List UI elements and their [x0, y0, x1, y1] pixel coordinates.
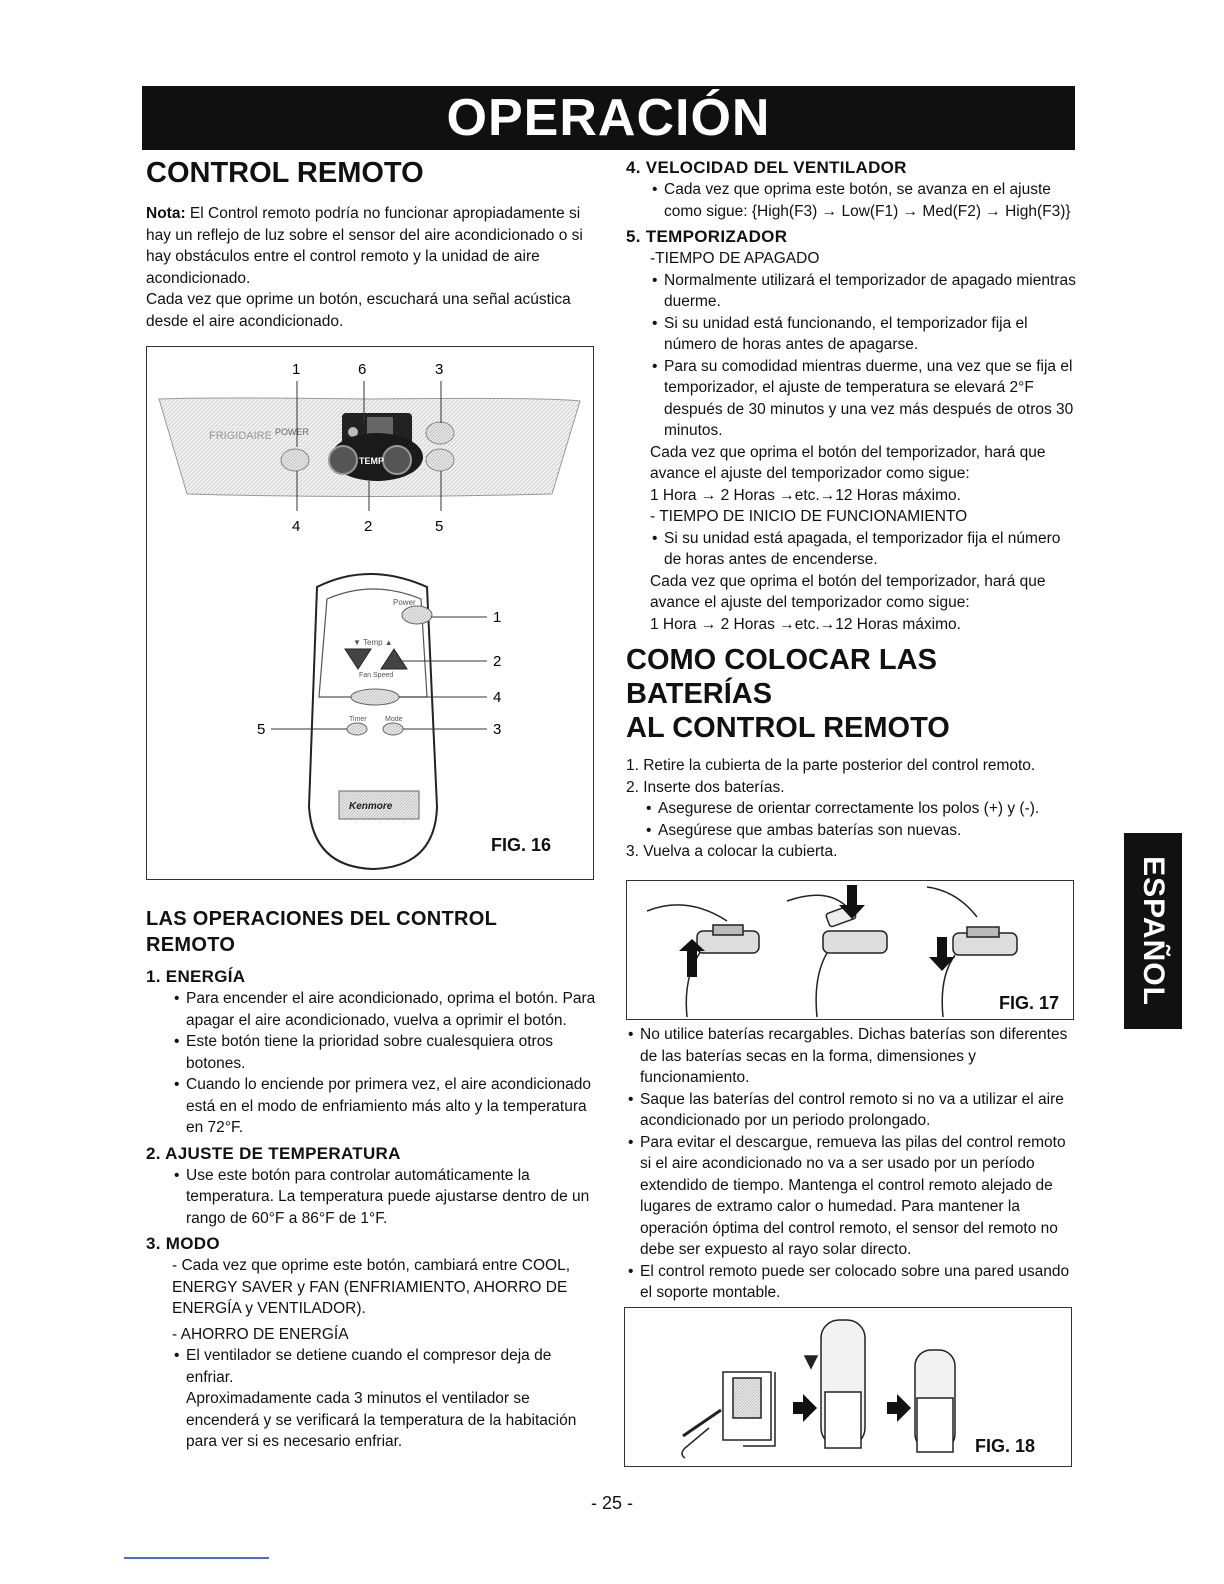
page-number: - 25 -	[590, 1493, 633, 1513]
modo-paragraph: Aproximadamente cada 3 minutos el ventilador se encenderá y se verificará la temperatura de la habitación para ver si es necesario enfriar.	[186, 1390, 577, 1450]
fig16-label: FIG. 16	[491, 835, 552, 855]
temporizador-inicio: - TIEMPO DE INICIO DE FUNCIONAMIENTO	[650, 508, 968, 525]
note-wall-mount: • El control remoto puede ser colocado sobre una pared usando el soporte montable.	[626, 1261, 1078, 1304]
panel-callout-top-2: 6	[358, 361, 367, 378]
arrow-down-icon	[929, 937, 955, 971]
remote-brand: Kenmore	[349, 801, 393, 812]
panel-callout-top-1: 1	[292, 361, 301, 378]
fig18-frame	[624, 1307, 1072, 1467]
modo-bullet-1: • El ventilador se detiene cuando el compresor deja de enfriar.	[172, 1345, 598, 1388]
temporizador-title: 5. TEMPORIZADOR	[626, 227, 788, 246]
ajuste-temperatura-bullet: • Use este botón para controlar automáticamente la temperatura. La temperatura puede ajustarse dentro de un rango de 60°F a 86°F de 1°F.	[172, 1165, 598, 1230]
panel-power-label: POWER	[275, 427, 310, 437]
modo-desc-2: - AHORRO DE ENERGÍA	[172, 1325, 349, 1343]
page-banner-title: OPERACIÓN	[142, 86, 1075, 150]
baterias-step-2: 2. Inserte dos baterías.	[626, 778, 785, 796]
remote-callout-right-1: 1	[493, 609, 502, 626]
remote-mode-label: Mode	[385, 716, 403, 723]
temporizador-paragraph-2: Cada vez que oprima el botón del temporizador, hará que avance el ajuste del temporizador como sigue:	[650, 572, 1046, 611]
note-label: Nota:	[146, 205, 186, 222]
temporizador-bullet-1: • Normalmente utilizará el temporizador de apagado mientras duerme.	[650, 270, 1078, 313]
energia-bullet-2: • Este botón tiene la prioridad sobre cualesquiera otros botones.	[172, 1031, 598, 1074]
temporizador-bullet-3: • Para su comodidad mientras duerme, una vez que se fija el temporizador, el ajuste de temperatura se elevará 2°F después de 30 minutos y una vez más después de otros 30 minutos.	[650, 356, 1078, 442]
baterias-heading-1: COMO COLOCAR LAS BATERÍAS	[626, 644, 937, 710]
temporizador-bullet-4: • Si su unidad está apagada, el temporizador fija el número de horas antes de encenderse.	[650, 528, 1078, 571]
temporizador-apagado: -TIEMPO DE APAGADO	[650, 250, 820, 267]
baterias-step-1: 1. Retire la cubierta de la parte posterior del control remoto.	[626, 757, 1036, 774]
remote-callout-right-2: 2	[493, 653, 502, 670]
baterias-step-3: 3. Vuelva a colocar la cubierta.	[626, 843, 838, 860]
velocidad-bullet: • Cada vez que oprima este botón, se avanza en el ajuste como sigue: {High(F3) → Low(F1) → Med(F2) → High(F3)}	[650, 179, 1078, 222]
fig17-label: FIG. 17	[999, 993, 1060, 1013]
energia-bullet-1: • Para encender el aire acondicionado, oprima el botón. Para apagar el aire acondicionado, vuelva a oprimir el botón.	[172, 988, 598, 1031]
arrow-right-icon	[793, 1394, 817, 1422]
remote-temp-label: ▼ Temp ▲	[353, 638, 393, 647]
arrow-right-icon	[887, 1394, 911, 1422]
note-prevent-discharge: • Para evitar el descargue, remueva las pilas del control remoto si el aire acondicionado no va a ser usado por un período extendido de tiempo. Mantenga el control remoto alejado de lugares de extramo calor o humedad. Para mantener la operación óptima del control remoto, el sensor del remoto no debe ser expuesto al rayo solar directo.	[626, 1132, 1078, 1261]
modo-desc-1: - Cada vez que oprime este botón, cambiará entre COOL, ENERGY SAVER y FAN (ENFRIAMIENTO, AHORRO DE ENERGÍA y VENTILADOR).	[172, 1257, 571, 1317]
note-remove-batteries: • Saque las baterías del control remoto si no va a utilizar el aire acondicionado por un periodo prolongado.	[626, 1089, 1078, 1132]
panel-temp-label: TEMP	[359, 456, 385, 466]
modo-title: 3. MODO	[146, 1234, 220, 1253]
fig16-frame	[146, 346, 594, 880]
footer-rule	[124, 1557, 269, 1559]
remote-fan-label: Fan Speed	[359, 672, 394, 679]
control-remoto-heading: CONTROL REMOTO	[146, 157, 424, 189]
baterias-step-2a: • Asegurese de orientar correctamente los polos (+) y (-).	[644, 798, 1078, 820]
baterias-heading-2: AL CONTROL REMOTO	[626, 712, 950, 744]
note-rechargeable: • No utilice baterías recargables. Dichas baterías son diferentes de las baterías secas en la forma, dimensiones y funcionamiento.	[626, 1024, 1078, 1089]
temporizador-sequence-2: 1 Hora → 2 Horas →etc.→12 Horas máximo.	[650, 615, 961, 633]
panel-callout-bottom-2: 2	[364, 518, 373, 535]
beep-paragraph: Cada vez que oprime un botón, escuchará una señal acústica desde el aire acondicionado.	[146, 291, 571, 330]
temporizador-bullet-2: • Si su unidad está funcionando, el temporizador fija el número de horas antes de apagarse.	[650, 313, 1078, 356]
language-tab	[1124, 833, 1182, 1029]
svg-text:FRIGIDAIRE: FRIGIDAIRE	[209, 430, 272, 442]
language-tab-label: ESPAÑOL	[1137, 856, 1170, 1006]
battery-notes	[626, 1024, 1078, 1304]
panel-callout-bottom-1: 4	[292, 518, 301, 535]
operations-heading: LAS OPERACIONES DEL CONTROL REMOTO	[146, 908, 497, 956]
right-column	[626, 157, 1078, 863]
operations-section	[146, 906, 598, 1453]
velocidad-title: 4. VELOCIDAD DEL VENTILADOR	[626, 158, 907, 177]
remote-callout-right-3: 4	[493, 689, 502, 706]
temporizador-paragraph-1: Cada vez que oprima el botón del temporizador, hará que avance el ajuste del temporizador como sigue:	[650, 443, 1046, 482]
energia-bullet-3: • Cuando lo enciende por primera vez, el aire acondicionado está en el modo de enfriamiento más alto y la temperatura en 72°F.	[172, 1074, 598, 1139]
fig18-label: FIG. 18	[975, 1436, 1036, 1456]
panel-callout-top-3: 3	[435, 361, 444, 378]
remote-power-label: Power	[393, 598, 416, 607]
fig17-frame	[626, 880, 1074, 1020]
remote-callout-left: 5	[257, 721, 266, 738]
baterias-step-2b: • Asegúrese que ambas baterías son nuevas.	[644, 820, 1078, 842]
panel-callout-bottom-3: 5	[435, 518, 444, 535]
energia-title: 1. ENERGÍA	[146, 967, 246, 986]
left-column	[146, 157, 598, 332]
ajuste-temperatura-title: 2. AJUSTE DE TEMPERATURA	[146, 1143, 401, 1163]
remote-callout-right-4: 3	[493, 721, 502, 738]
temporizador-sequence-1: 1 Hora → 2 Horas →etc.→12 Horas máximo.	[650, 486, 961, 504]
note-paragraph	[146, 203, 598, 289]
note-text: El Control remoto podría no funcionar apropiadamente si hay un reflejo de luz sobre el sensor del aire acondicionado o si hay obstáculos entre el control remoto y la unidad de aire acondicionado.	[146, 205, 583, 287]
fig16-illustration	[147, 347, 593, 879]
remote-timer-label: Timer	[349, 716, 367, 723]
